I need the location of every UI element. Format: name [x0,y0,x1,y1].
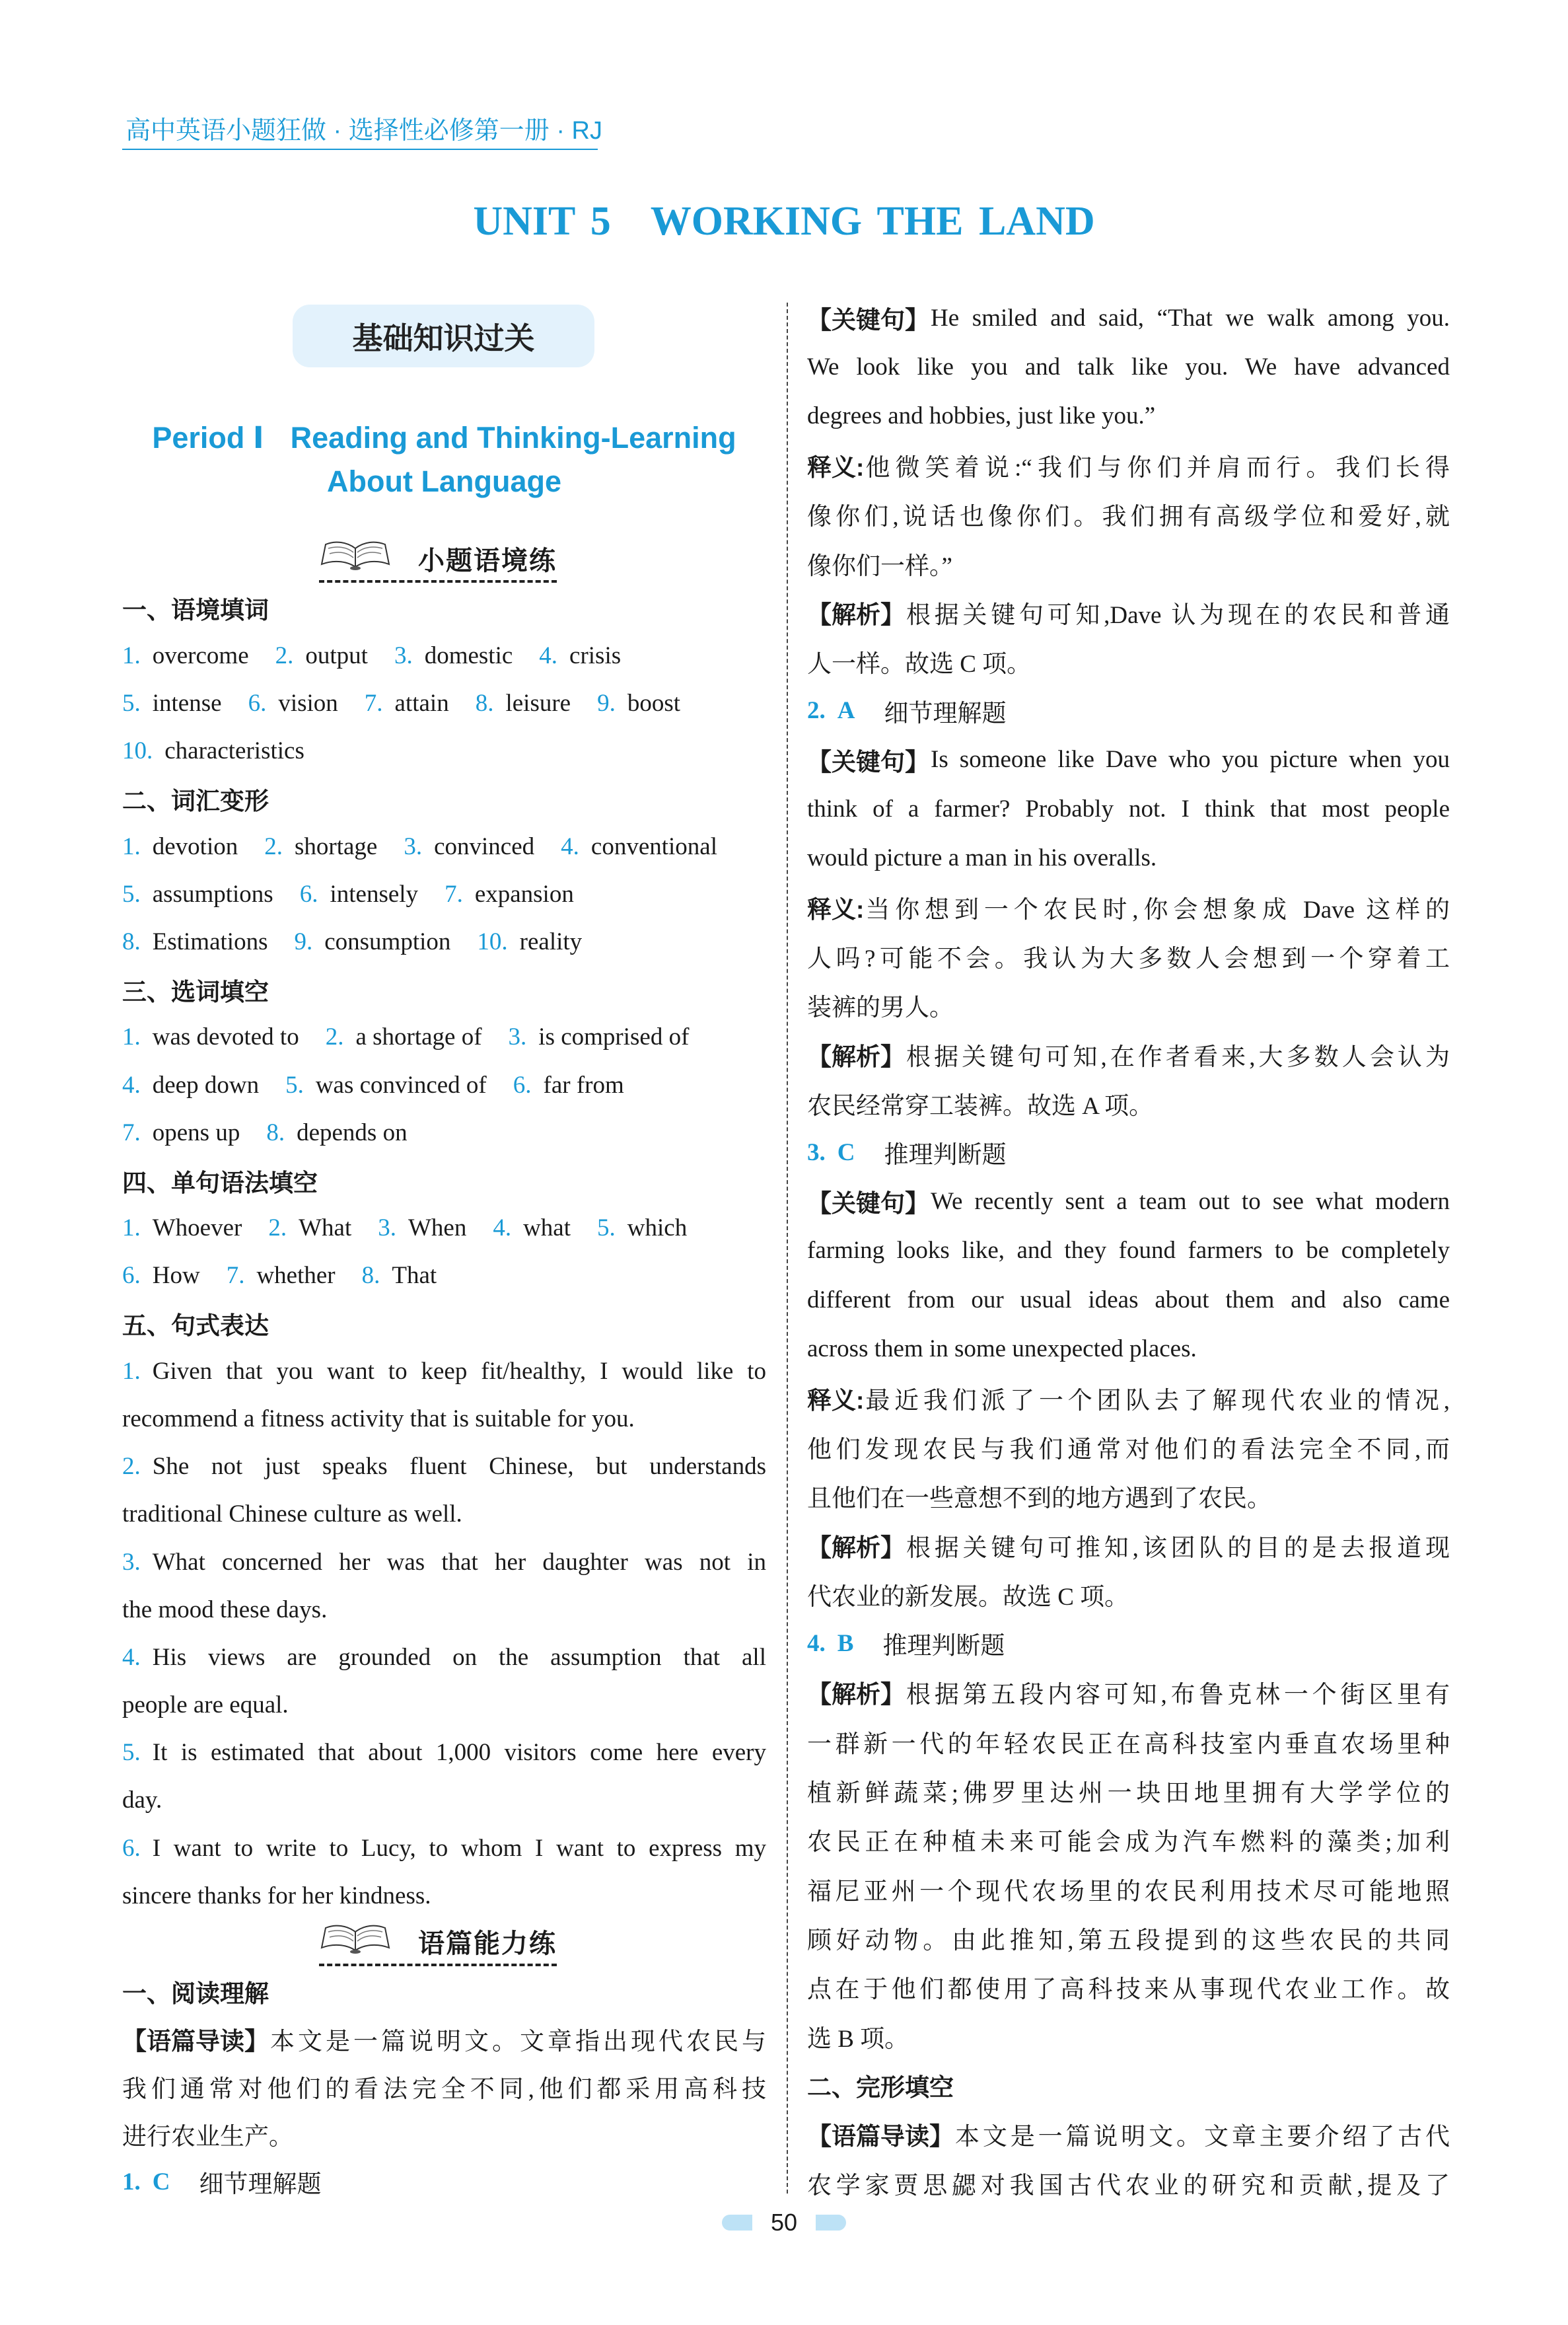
period-title-line2: About Language [327,464,561,498]
paragraph-label: 【解析】 [807,1043,905,1070]
line-text: His views are grounded on the assumption that all [152,1643,766,1671]
paragraph-line [807,342,1450,391]
answer-item [122,832,238,861]
line-text: 当你想到一个农民时,你会想象成 Dave 这样的 [865,896,1450,924]
answer-item [509,1023,690,1051]
paragraph-line [807,1962,1450,2011]
answer-text: vision [278,690,338,718]
page-number [0,2209,1568,2236]
question-heading [122,2158,766,2205]
paragraph-label: 释义: [807,1386,865,1414]
answer-number: 3. [508,1023,527,1051]
paragraph-line [122,1633,766,1681]
paragraph-line [122,1347,766,1395]
open-book-icon [319,538,392,579]
paragraph-label: 【解析】 [807,601,905,628]
answer-number: 7. [122,1119,141,1146]
answer-row [122,1204,766,1252]
answer-item [264,832,377,861]
question-type: 细节理解题 [884,700,1007,727]
question-number: 3. [807,1138,826,1166]
section-title-text: 小题语境练 [418,546,557,575]
answer-number: 6. [122,1262,141,1290]
answer-item [285,1071,487,1099]
answer-text: overcome [152,642,249,669]
paragraph-line [807,1520,1450,1569]
answer-number: 3. [378,1214,396,1242]
answer-number: 9. [294,928,313,956]
question-type: 推理判断题 [884,1142,1007,1169]
open-book-icon [319,1921,392,1962]
answer-number: 4. [493,1214,512,1242]
answer-number: 7. [445,880,463,908]
line-text: farming looks like, and they found farmers to be completely [807,1237,1450,1265]
answer-row [122,1252,766,1300]
line-text: 人一样。故选 C 项。 [807,651,1032,679]
answer-item [275,642,368,670]
question-answer: C [837,1138,855,1166]
question-answer: C [152,2168,170,2196]
paragraph-line [122,1824,766,1872]
question-number: 2. [807,697,826,725]
paragraph-line [807,1668,1450,1716]
answer-number: 7. [364,690,383,718]
right-column [807,293,1450,2208]
line-text: 且他们在一些意想不到的地方遇到了农民。 [807,1485,1271,1513]
paragraph-line [807,441,1450,490]
question-heading [807,1128,1450,1177]
answer-number: 6. [513,1071,532,1099]
item-number: 3. [122,1548,141,1576]
line-text: 农民正在种植未来可能会成为汽车燃料的藻类;加利 [807,1829,1450,1857]
answer-text: opens up [152,1119,240,1146]
answer-number: 8. [122,928,141,956]
answer-number: 2. [268,1214,287,1242]
subsection-heading [807,2061,1450,2110]
line-text: I want to write to Lucy, to whom I want to express my [152,1834,766,1862]
paragraph-line [122,1443,766,1491]
page-number-text: 50 [770,2209,798,2236]
answer-text: leisure [505,690,571,718]
line-text: 他们发现农民与我们通常对他们的看法完全不同,而 [807,1436,1450,1463]
answer-row [122,1109,766,1156]
answer-row [122,870,766,918]
line-text: traditional Chinese culture as well. [122,1500,462,1528]
answer-item [513,1071,624,1099]
paragraph-line [807,1226,1450,1275]
paragraph-line [122,1586,766,1633]
unit-number: UNIT 5 [473,199,611,244]
heading-text: 二、完形填空 [807,2073,954,2101]
line-text: He smiled and said, “That we walk among you. [931,304,1450,332]
answer-item [365,689,449,718]
line-text: She not just speaks fluent Chinese, but understands [152,1453,766,1481]
answer-text: output [305,642,368,669]
subsection-heading [122,584,766,632]
subsection-heading [122,1156,766,1204]
paragraph-line [122,1729,766,1777]
paragraph-line [122,1538,766,1586]
answer-text: boost [627,690,681,718]
section-title [319,538,557,583]
answer-text: characteristics [164,737,304,765]
line-text: 本文是一篇说明文。文章指出现代农民与 [270,2028,766,2055]
question-type: 细节理解题 [199,2171,322,2199]
answer-number: 5. [597,1214,616,1242]
answer-item [122,689,222,718]
paragraph-label: 释义: [807,454,865,482]
paragraph-line [807,392,1450,441]
paragraph-line [122,1395,766,1442]
subsection-heading [122,966,766,1014]
paragraph-line [807,1864,1450,1913]
line-text: 本文是一篇说明文。文章主要介绍了古代 [955,2123,1450,2151]
paragraph-line [807,1029,1450,1078]
answer-text: Whoever [152,1214,242,1242]
answer-text: deep down [152,1071,260,1099]
line-text: different from our usual ideas about them and also came [807,1286,1450,1313]
line-text: 根据关键句可知,在作者看来,大多数人会认为 [906,1043,1450,1071]
paragraph-line [807,1766,1450,1815]
paragraph-line [807,637,1450,686]
question-number: 4. [807,1629,826,1657]
paragraph-line [122,2110,766,2158]
answer-text: assumptions [152,880,273,908]
question-heading [807,1619,1450,1668]
paragraph-label: 【关键句】 [807,748,929,776]
line-text: would picture a man in his overalls. [807,844,1157,871]
paragraph-line [807,1177,1450,1226]
answer-text: intense [152,690,222,718]
paragraph-line [807,833,1450,882]
answer-number: 8. [266,1119,285,1146]
paragraph-label: 【解析】 [807,1681,905,1709]
answer-item [378,1214,466,1242]
answer-item [539,642,621,670]
subsection-heading [122,1300,766,1347]
answer-number: 2. [325,1023,344,1051]
column-divider [787,303,788,2194]
section-title [319,1921,557,1966]
answer-item [122,737,304,765]
line-text: think of a farmer? Probably not. I think that most people [807,795,1450,823]
period-title-line1 [122,420,766,455]
answer-number: 2. [264,832,283,860]
question-type: 推理判断题 [882,1633,1005,1660]
paragraph-line [807,538,1450,587]
answer-text: When [408,1214,467,1242]
paragraph-label: 【关键句】 [807,307,929,334]
answer-text: How [152,1262,200,1290]
line-text: the mood these days. [122,1596,328,1623]
answer-row [122,823,766,870]
line-text: We look like you and talk like you. We have advanced [807,353,1450,381]
answer-text: depends on [297,1119,408,1146]
answer-item [477,928,582,956]
line-text: sincere thanks for her kindness. [122,1882,431,1909]
line-text: 像你们,说话也像你们。我们拥有高级学位和爱好,就 [807,503,1450,531]
heading-text: 四、单句语法填空 [122,1169,318,1197]
answer-number: 4. [561,832,579,860]
answer-number: 7. [226,1262,245,1290]
section-title-row [122,536,766,584]
answer-number: 4. [122,1071,141,1099]
paragraph-line [807,1913,1450,1962]
paragraph-line [807,1374,1450,1422]
line-text: 最近我们派了一个团队去了解现代农业的情况, [865,1387,1450,1415]
heading-text: 一、语境填词 [122,597,269,624]
answer-item [300,880,418,908]
page-pill-right [816,2215,846,2231]
answer-number: 8. [361,1262,380,1290]
paragraph-label: 【解析】 [807,1533,905,1561]
line-text: What concerned her was that her daughter was not in [152,1548,766,1576]
answer-number: 9. [597,690,616,718]
paragraph-line [807,1815,1450,1864]
line-text: 人吗?可能不会。我认为大多数人会想到一个穿着工 [807,945,1450,973]
line-text: 植新鲜蔬菜;佛罗里达州一块田地里拥有大学学位的 [807,1780,1450,1808]
answer-number: 1. [122,1023,141,1051]
answer-text: conventional [590,832,717,860]
answer-item [294,928,450,956]
answer-number: 1. [122,642,141,669]
answer-item [561,832,717,861]
paragraph-line [807,735,1450,784]
line-text: 农民经常穿工装裤。故选 A 项。 [807,1092,1154,1120]
answer-text: intensely [330,880,419,908]
paragraph-line [807,1717,1450,1766]
answer-item [597,1214,687,1242]
line-text: 根据关键句可推知,该团队的目的是去报道现 [906,1534,1450,1562]
paragraph-label: 释义: [807,895,865,923]
answer-row [122,1061,766,1109]
answer-item [122,1071,259,1099]
answer-text: expansion [474,880,574,908]
answer-item [266,1119,407,1147]
line-text: 我们通常对他们的看法完全不同,他们都采用高科技 [122,2076,766,2104]
answer-text: That [392,1262,437,1290]
line-text: 点在于他们都使用了高科技来从事现代农业工作。故 [807,1976,1450,2004]
answer-item [404,832,534,861]
section-title-text: 语篇能力练 [418,1929,557,1959]
question-answer: B [837,1629,854,1657]
line-text: It is estimated that about 1,000 visitors come here every [152,1739,766,1767]
line-text: across them in some unexpected places. [807,1335,1197,1362]
answer-item [227,1261,336,1290]
paragraph-line [807,1422,1450,1471]
answer-number: 10. [477,928,508,956]
line-text: 根据关键句可知,Dave 认为现在的农民和普通 [906,601,1450,629]
answer-text: Estimations [152,928,268,956]
paragraph-label: 【语篇导读】 [122,2027,269,2055]
answer-item [362,1261,437,1290]
item-number: 1. [122,1357,141,1385]
paragraph-line [122,2015,766,2063]
paragraph-line [122,1872,766,1919]
answer-row [122,1014,766,1061]
subsection-heading [122,775,766,823]
answer-text: convinced [434,832,535,860]
paragraph-line [807,1079,1450,1128]
heading-text: 三、选词填空 [122,978,269,1006]
item-number: 4. [122,1643,141,1671]
answer-item [493,1214,571,1242]
page-pill-left [722,2215,752,2231]
answer-number: 6. [299,880,318,908]
answer-text: whether [256,1262,336,1290]
paragraph-label: 【关键句】 [807,1190,929,1218]
answer-number: 10. [122,737,153,765]
paragraph-line [807,293,1450,342]
paragraph-line [122,1681,766,1729]
answer-number: 8. [475,690,494,718]
paragraph-line [807,883,1450,932]
line-text: 选 B 项。 [807,2025,909,2053]
answer-text: which [627,1214,688,1242]
paragraph-line [807,1324,1450,1373]
answer-item [445,880,574,908]
answer-text: what [523,1214,571,1242]
header-rule [122,149,598,150]
line-text: 顾好动物。由此推知,第五段提到的这些农民的共同 [807,1927,1450,1954]
answer-text: a shortage of [355,1023,482,1051]
answer-number: 4. [539,642,558,669]
answer-item [597,689,680,718]
paragraph-label: 【语篇导读】 [807,2123,954,2151]
answer-text: crisis [569,642,622,669]
answer-row [122,918,766,966]
item-number: 6. [122,1834,141,1862]
answer-text: far from [543,1071,624,1099]
answer-number: 2. [275,642,294,669]
paragraph-line [807,2011,1450,2060]
answer-text: devotion [152,832,238,860]
answer-number: 3. [394,642,413,669]
line-text: 像你们一样。” [807,552,952,580]
answer-item [122,642,249,670]
line-text: day. [122,1787,162,1814]
paragraph-line [807,2110,1450,2159]
paragraph-line [807,1471,1450,1520]
answer-text: domestic [424,642,513,669]
item-number: 2. [122,1453,141,1481]
question-answer: A [837,697,855,725]
heading-text: 一、阅读理解 [122,1979,269,2007]
answer-number: 1. [122,1214,141,1242]
paragraph-line [807,2159,1450,2207]
paragraph-line [807,784,1450,833]
paragraph-line [122,2063,766,2110]
line-text: 他微笑着说:“我们与你们并肩而行。我们长得 [865,455,1450,482]
running-head: 高中英语小题狂做 · 选择性必修第一册 · RJ [125,117,602,145]
paragraph-line [807,980,1450,1029]
answer-item [122,1261,200,1290]
heading-text: 五、句式表达 [122,1312,269,1340]
paragraph-line [807,588,1450,637]
answer-item [122,880,273,908]
answer-item [122,1214,242,1242]
unit-title [0,198,1568,245]
answer-number: 1. [122,832,141,860]
line-text: recommend a fitness activity that is suitable for you. [122,1405,635,1432]
left-column [122,536,766,2206]
answer-number: 6. [248,690,267,718]
answer-text: consumption [324,928,451,956]
answer-item [394,642,513,670]
period-number: Period Ⅰ [152,421,264,455]
answer-text: reality [519,928,583,956]
answer-number: 5. [122,880,141,908]
period-name: Reading and Thinking-Learning [290,421,736,455]
answer-row [122,680,766,727]
answer-item [268,1214,351,1242]
paragraph-line [807,1570,1450,1619]
paragraph-line [807,932,1450,980]
line-text: 代农业的新发展。故选 C 项。 [807,1583,1129,1611]
line-text: 根据第五段内容可知,布鲁克林一个街区里有 [906,1681,1450,1709]
section-badge: 基础知识过关 [293,305,594,367]
answer-text: was convinced of [315,1071,487,1099]
subsection-heading [122,1968,766,2015]
answer-number: 3. [404,832,423,860]
answer-row [122,727,766,775]
paragraph-line [807,490,1450,538]
paragraph-line [807,1275,1450,1324]
answer-item [248,689,338,718]
answer-text: was devoted to [152,1023,299,1051]
unit-name: WORKING THE LAND [650,199,1095,244]
heading-text: 二、词汇变形 [122,788,269,815]
line-text: Given that you want to keep fit/healthy, I would like to [152,1357,766,1385]
line-text: 农学家贾思勰对我国古代农业的研究和贡献,提及了 [807,2172,1450,2200]
paragraph-line [122,1777,766,1824]
item-number: 5. [122,1739,141,1767]
line-text: degrees and hobbies, just like you.” [807,402,1156,430]
line-text: 进行农业生产。 [122,2123,293,2151]
line-text: 装裤的男人。 [807,994,954,1022]
answer-item [122,1119,240,1147]
section-title-row [122,1919,766,1967]
line-text: We recently sent a team out to see what modern [931,1187,1450,1215]
answer-item [476,689,571,718]
answer-text: What [299,1214,352,1242]
answer-number: 5. [122,690,141,718]
question-number: 1. [122,2168,141,2196]
answer-text: is comprised of [538,1023,690,1051]
answer-item [122,1023,299,1051]
answer-item [326,1023,482,1051]
question-heading [807,686,1450,735]
answer-row [122,632,766,679]
answer-item [122,928,267,956]
line-text: 一群新一代的年轻农民正在高科技室内垂直农场里种 [807,1730,1450,1758]
paragraph-line [122,1491,766,1538]
line-text: Is someone like Dave who you picture when you [931,746,1450,774]
line-text: people are equal. [122,1691,289,1719]
answer-text: shortage [294,832,378,860]
answer-text: attain [394,690,449,718]
answer-number: 5. [285,1071,304,1099]
line-text: 福尼亚州一个现代农场里的农民利用技术尽可能地照 [807,1878,1450,1905]
